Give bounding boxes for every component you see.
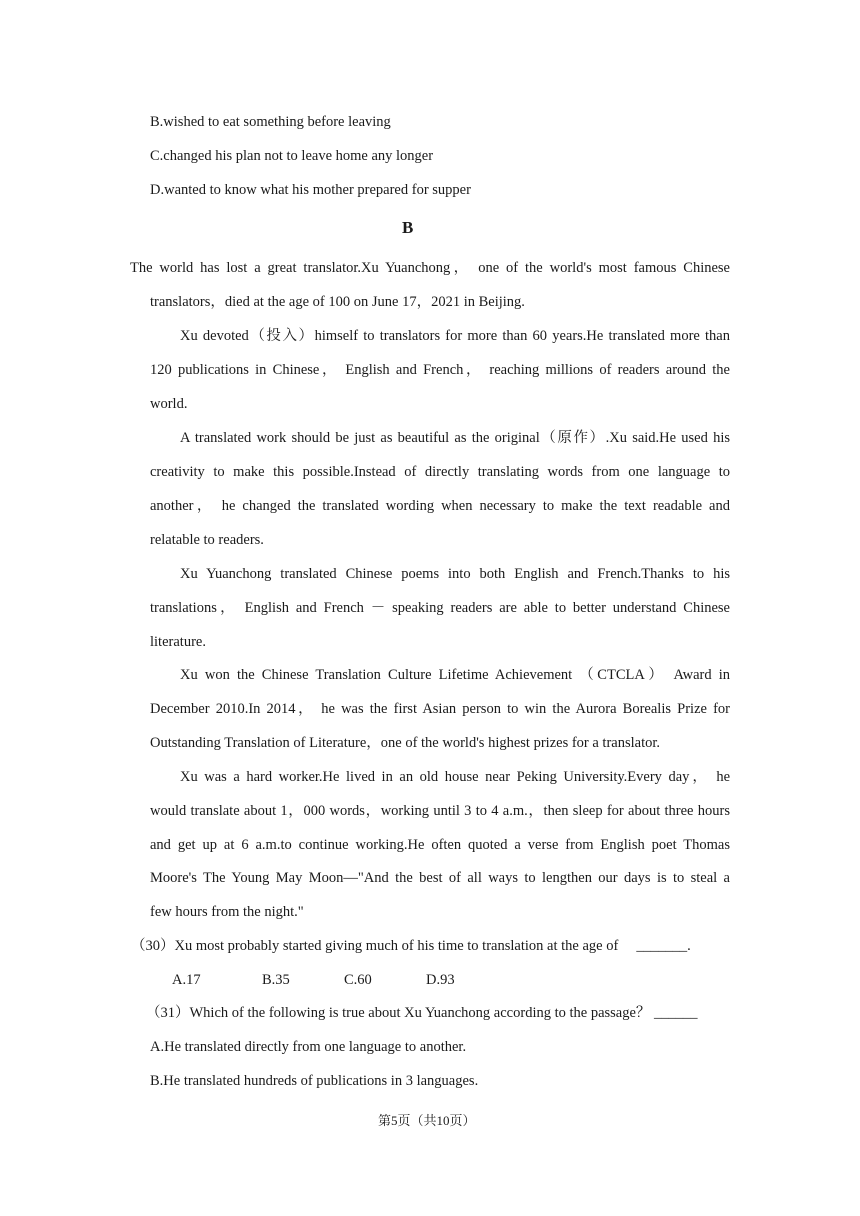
question-30-option-c: C.60 <box>344 972 372 988</box>
question-30-options <box>172 970 455 990</box>
passage-line: December 2010.In 2014， he was the first Asian person to win the Aurora Borealis Prize for <box>150 701 730 717</box>
question-30-option-b: B.35 <box>262 972 290 988</box>
option-d: D.wanted to know what his mother prepared for supper <box>150 182 471 198</box>
passage-line: Xu devoted（投入）himself to translators for more than 60 years.He translated more than <box>180 328 730 344</box>
passage-line: The world has lost a great translator.Xu Yuanchong， one of the world's most famous Chinese <box>130 260 730 276</box>
passage-line: Moore's The Young May Moon—"And the best of all ways to lengthen our days is to steal a <box>150 870 730 886</box>
question-30-option-a: A.17 <box>172 972 201 988</box>
passage-line: world. <box>150 396 188 412</box>
question-30-stem: （30）Xu most probably started giving much of his time to translation at the age of _______. <box>131 938 691 954</box>
passage-line: Xu won the Chinese Translation Culture Lifetime Achievement （CTCLA） Award in <box>180 667 730 683</box>
passage-line: Outstanding Translation of Literature，one of the world's highest prizes for a translator. <box>150 735 661 751</box>
section-heading: B <box>402 218 414 237</box>
question-30-option-d: D.93 <box>426 972 455 988</box>
passage-line: translators，died at the age of 100 on June 17，2021 in Beijing. <box>150 294 525 310</box>
passage-line: Xu Yuanchong translated Chinese poems into both English and French.Thanks to his <box>180 566 730 582</box>
passage-line: and get up at 6 a.m.to continue working.He often quoted a verse from English poet Thomas <box>150 837 730 853</box>
question-31-option-a: A.He translated directly from one language to another. <box>150 1039 467 1055</box>
passage-line: literature. <box>150 634 206 650</box>
option-c: C.changed his plan not to leave home any longer <box>150 148 434 164</box>
passage-line: A translated work should be just as beautiful as the original（原作）.Xu said.He used his <box>180 430 730 446</box>
passage-line: relatable to readers. <box>150 532 264 548</box>
passage-line: few hours from the night." <box>150 904 304 920</box>
passage-line: would translate about 1，000 words，working until 3 to 4 a.m.，then sleep for about three hours <box>150 803 730 819</box>
question-31-stem: （31）Which of the following is true about Xu Yuanchong according to the passage？ ______ <box>146 1005 698 1021</box>
passage-line: translations， English and French － speaking readers are able to better understand Chinese <box>150 600 730 616</box>
passage-line: 120 publications in Chinese， English and French， reaching millions of readers around the <box>150 362 730 378</box>
page-footer: 第5页（共10页） <box>378 1113 476 1128</box>
passage-line: another， he changed the translated wording when necessary to make the text readable and <box>150 498 730 514</box>
passage-line: creativity to make this possible.Instead of directly translating words from one language to <box>150 464 730 480</box>
passage-line: Xu was a hard worker.He lived in an old house near Peking University.Every day， he <box>180 769 730 785</box>
option-b: B.wished to eat something before leaving <box>150 114 391 130</box>
question-31-option-b: B.He translated hundreds of publications in 3 languages. <box>150 1073 479 1089</box>
